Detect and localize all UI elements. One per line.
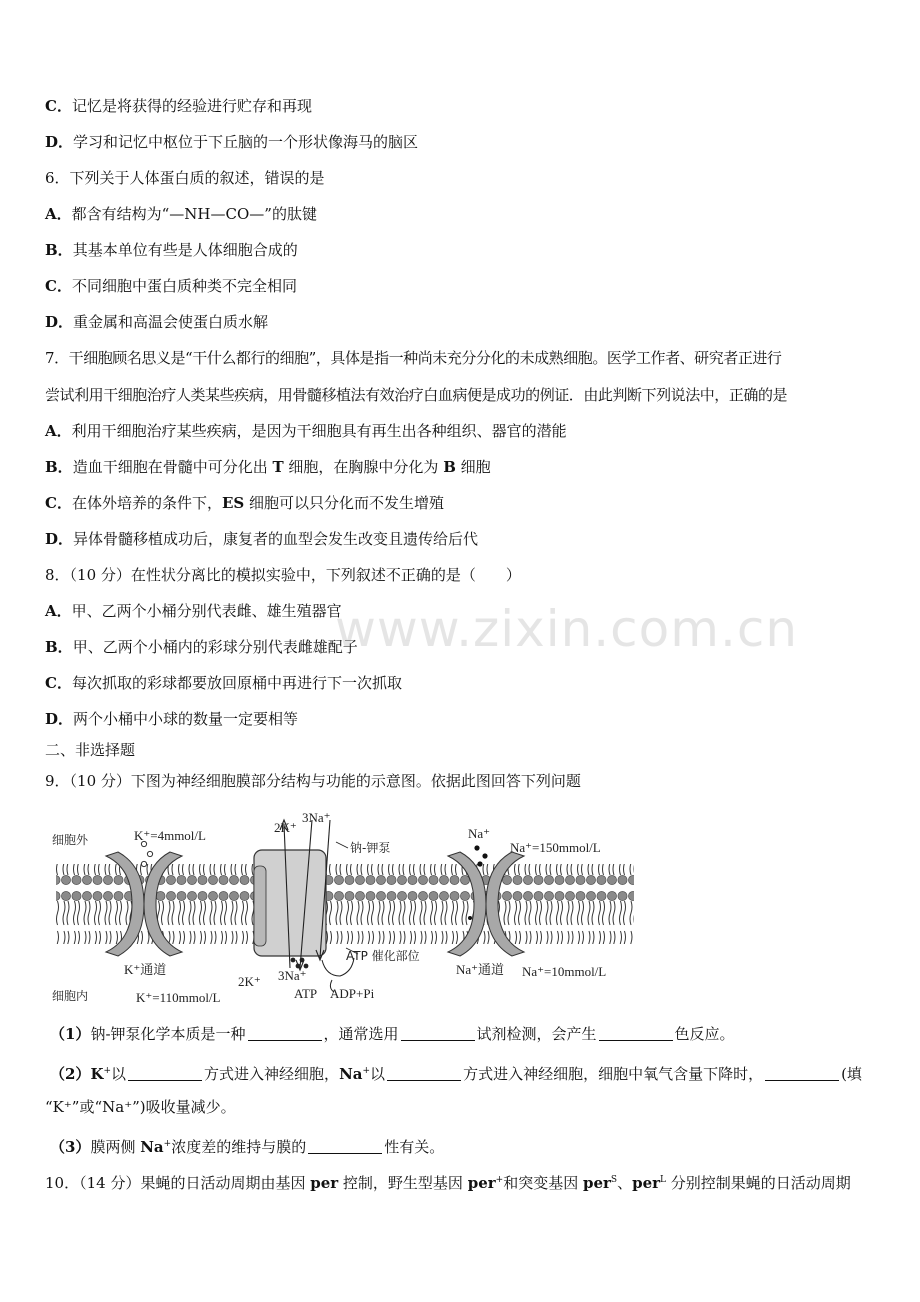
option-text: 两个小桶中小球的数量一定要相等 [73, 710, 299, 728]
text: 方式进入神经细胞，细胞中氧气含量下降时， [463, 1065, 764, 1083]
label-k-out: K⁺=4mmol/L [134, 828, 206, 843]
option-text: 细胞，在胸腺中分化为 [283, 458, 444, 476]
option-letter: C． [45, 97, 72, 115]
option-text: 每次抓取的彩球都要放回原桶中再进行下一次抓取 [71, 674, 402, 692]
text: 浓度差的维持与膜的 [171, 1138, 307, 1156]
label-pump: 钠-钾泵 [350, 841, 391, 855]
answer-blank[interactable] [599, 1026, 673, 1041]
q6-option-b[interactable] [45, 240, 298, 260]
option-letter: A． [45, 422, 72, 440]
q8-option-c[interactable] [45, 673, 402, 693]
label-outside: 细胞外 [52, 833, 89, 847]
label-na-channel: Na⁺通道 [456, 962, 505, 977]
label-inside: 细胞内 [52, 989, 89, 1003]
q5-option-d[interactable] [45, 132, 418, 152]
option-text: 造血干细胞在骨髓中可分化出 [72, 458, 273, 476]
q7-option-b[interactable] [45, 457, 491, 477]
option-letter: A． [45, 205, 72, 223]
pump-flank [254, 866, 266, 946]
k-channel-ions [141, 841, 152, 866]
text: 方式进入神经细胞， [204, 1065, 340, 1083]
label-top-3na: 3Na⁺ [302, 810, 331, 825]
bold-term: Na [339, 1065, 363, 1083]
text: 以 [111, 1065, 127, 1083]
bold-term: B [443, 458, 456, 476]
q9-part2: （2）K+以 方式进入神经细胞，Na+以 方式进入神经细胞，细胞中氧气含量下降时， (填 [50, 1065, 862, 1083]
text: 钠-钾泵化学本质是一种 [90, 1025, 246, 1043]
q8-option-b[interactable] [45, 637, 358, 657]
part-number: （3） [50, 1138, 91, 1156]
option-letter: B． [45, 241, 73, 259]
label-bot-3na: 3Na⁺ [278, 968, 307, 983]
q6-option-c[interactable] [45, 276, 297, 296]
q9-stem: 9．（10 分）下图为神经细胞膜部分结构与功能的示意图。依据此图回答下列问题 [45, 772, 581, 790]
answer-blank[interactable] [387, 1066, 461, 1081]
option-letter: D． [45, 133, 74, 151]
q8-option-a[interactable] [45, 601, 342, 621]
q7-option-a[interactable] [45, 421, 567, 441]
answer-blank[interactable] [308, 1139, 382, 1154]
answer-blank[interactable] [128, 1066, 202, 1081]
option-text: 甲、乙两个小桶内的彩球分别代表雌雄配子 [72, 638, 358, 656]
q7-stem-line1: 7．干细胞顾名思义是“干什么都行的细胞”，具体是指一种尚未充分分化的未成熟细胞。医学工作者、研究者正进行 [45, 349, 782, 367]
option-text: 学习和记忆中枢位于下丘脑的一个形状像海马的脑区 [73, 133, 419, 151]
section-heading: 二、非选择题 [45, 741, 136, 759]
text: (填 [841, 1065, 862, 1083]
q8-option-d[interactable] [45, 709, 298, 729]
label-na-in: Na⁺=10mmol/L [522, 964, 607, 979]
q7-option-c[interactable] [45, 493, 444, 513]
label-top-2k: 2K⁺ [274, 820, 297, 835]
option-text: 都含有结构为“—NH—CO—”的肽键 [71, 205, 317, 223]
text: 10．（14 分）果蝇的日活动周期由基因 [45, 1174, 311, 1192]
label-k-channel: K⁺通道 [124, 962, 167, 977]
bold-term: T [272, 458, 284, 476]
option-text: 不同细胞中蛋白质种类不完全相同 [71, 277, 297, 295]
label-atp: ATP [294, 986, 318, 1001]
text: 试剂检测，会产生 [476, 1025, 597, 1043]
text: 性有关。 [384, 1138, 445, 1156]
option-text: 细胞 [455, 458, 491, 476]
gene-name: per [467, 1174, 496, 1192]
q6-option-d[interactable] [45, 312, 268, 332]
label-na-ion: Na⁺ [468, 826, 491, 841]
part-number: （1） [50, 1025, 91, 1043]
part-number: （2） [50, 1065, 91, 1083]
q9-part1 [50, 1024, 735, 1044]
q9-part3: （3）膜两侧 Na+浓度差的维持与膜的 性有关。 [50, 1138, 445, 1156]
membrane-diagram [40, 808, 640, 1008]
option-text: 利用干细胞治疗某些疾病，是因为干细胞具有再生出各种组织、器官的潜能 [71, 422, 567, 440]
text: ，通常选用 [323, 1025, 399, 1043]
option-letter: B． [45, 638, 73, 656]
q6-option-a[interactable] [45, 204, 317, 224]
q8-stem: 8．（10 分）在性状分离比的模拟实验中，下列叙述不正确的是（ ） [45, 566, 521, 584]
answer-blank[interactable] [765, 1066, 839, 1081]
gene-name: per [310, 1174, 339, 1192]
gene-name: per [632, 1174, 661, 1192]
gene-name: per [582, 1174, 611, 1192]
text: 色反应。 [674, 1025, 735, 1043]
text: 以 [370, 1065, 386, 1083]
bold-term: K [90, 1065, 104, 1083]
label-bot-2k: 2K⁺ [238, 974, 261, 989]
option-text: 其基本单位有些是人体细胞合成的 [72, 241, 298, 259]
option-letter: C． [45, 277, 72, 295]
option-text: 记忆是将获得的经验进行贮存和再现 [71, 97, 312, 115]
bold-term: ES [221, 494, 245, 512]
answer-blank[interactable] [401, 1026, 475, 1041]
bold-term: Na [140, 1138, 164, 1156]
option-text: 甲、乙两个小桶分别代表雌、雄生殖器官 [71, 602, 342, 620]
q10-stem: 10．（14 分）果蝇的日活动周期由基因 per 控制，野生型基因 per+和突变基因 per$^S$、per$^L$ 分别控制果蝇的日活动周期 [45, 1174, 851, 1192]
label-adp: ADP+Pi [330, 986, 375, 1001]
q7-stem-line2: 尝试利用干细胞治疗人类某些疾病，用骨髓移植法有效治疗白血病便是成功的例证．由此判断下列说法中，正确的是 [45, 386, 788, 404]
text: 控制，野生型基因 [338, 1174, 468, 1192]
q5-option-c[interactable] [45, 96, 312, 116]
label-k-in: K⁺=110mmol/L [136, 990, 221, 1005]
option-letter: B． [45, 458, 73, 476]
text: 分别控制果蝇的日活动周期 [666, 1174, 851, 1192]
q7-option-d[interactable] [45, 529, 478, 549]
option-text: 在体外培养的条件下， [71, 494, 222, 512]
option-letter: C． [45, 494, 72, 512]
text: 和突变基因 [503, 1174, 583, 1192]
label-atp-site: ATP 催化部位 [346, 949, 420, 963]
option-letter: D． [45, 313, 74, 331]
q6-stem: 6．下列关于人体蛋白质的叙述，错误的是 [45, 169, 325, 187]
q9-part2-cont: “K⁺”或“Na⁺”)吸收量减少。 [45, 1098, 236, 1116]
option-text: 细胞可以只分化而不发生增殖 [244, 494, 445, 512]
watermark: www.zixin.com.cn [335, 600, 799, 658]
option-letter: D． [45, 530, 74, 548]
option-letter: D． [45, 710, 74, 728]
text: 、 [617, 1174, 633, 1192]
answer-blank[interactable] [248, 1026, 322, 1041]
label-na-out: Na⁺=150mmol/L [510, 840, 601, 855]
option-text: 重金属和高温会使蛋白质水解 [73, 313, 269, 331]
text: 膜两侧 [90, 1138, 141, 1156]
option-letter: A． [45, 602, 72, 620]
option-letter: C． [45, 674, 72, 692]
option-text: 异体骨髓移植成功后，康复者的血型会发生改变且遗传给后代 [73, 530, 479, 548]
